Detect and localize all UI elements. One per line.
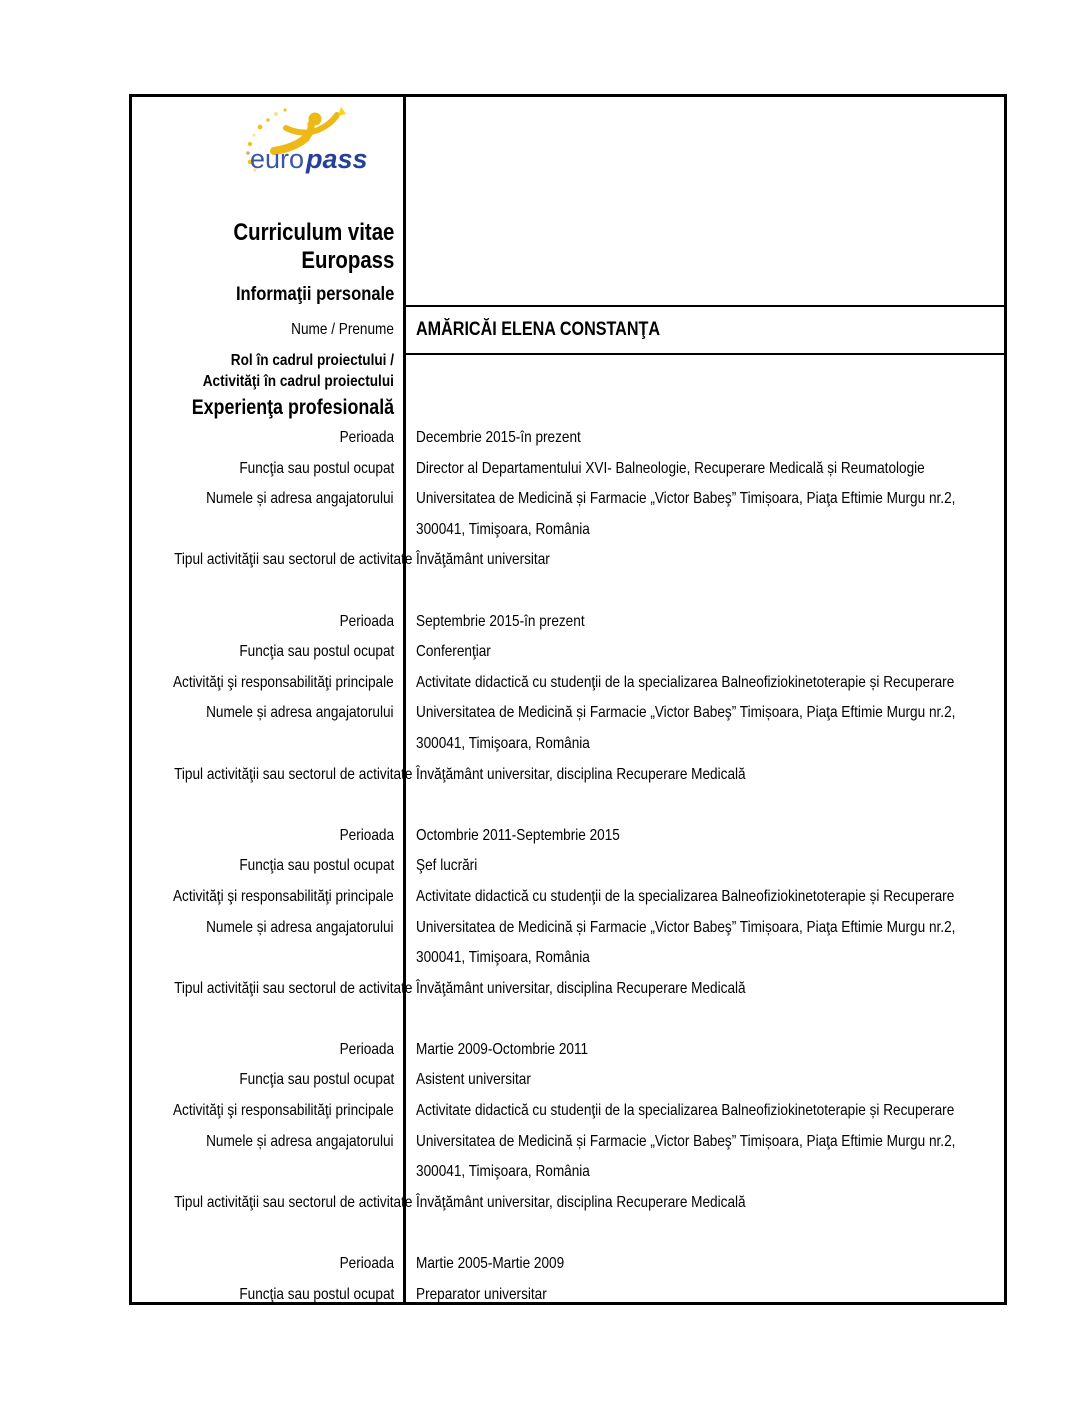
- field-label: Tipul activităţii sau sectorul de activitate: [174, 979, 413, 997]
- cv-table: [129, 94, 1007, 1305]
- experience-field-row: [132, 1065, 1004, 1096]
- experience-block: [132, 1035, 1004, 1219]
- experience-field-row: [132, 1127, 1004, 1188]
- field-value-line2: 300041, Timişoara, România: [416, 734, 590, 752]
- experience-field-row: [132, 423, 1004, 454]
- xp-rows: [132, 607, 1004, 791]
- experience-field-row: [132, 668, 1004, 699]
- field-value: Învăţământ universitar: [416, 551, 550, 569]
- field-label: Perioada: [339, 1255, 394, 1273]
- field-label: Numele și adresa angajatorului: [206, 490, 394, 508]
- field-label: Numele și adresa angajatorului: [206, 918, 394, 936]
- europass-logo-icon: [242, 104, 374, 176]
- experience-field-row: [132, 607, 1004, 638]
- field-label: Numele și adresa angajatorului: [206, 1132, 394, 1150]
- experience-field-row: [132, 821, 1004, 852]
- xp-rows: [132, 1249, 1004, 1305]
- field-value: Director al Departamentului XVI- Balneologie, Recuperare Medicală și Reumatologie: [416, 459, 925, 477]
- field-value: Activitate didactică cu studenţii de la specializarea Balneofiziokinetoterapie și Recuperare: [416, 673, 955, 691]
- field-value: Martie 2009-Octombrie 2011: [416, 1040, 589, 1058]
- experience-field-row: [132, 545, 1004, 576]
- field-value: Învăţământ universitar, disciplina Recuperare Medicală: [416, 1193, 746, 1211]
- field-value: Universitatea de Medicină și Farmacie „Victor Babeş” Timișoara, Piaţa Eftimie Murgu nr.2,: [416, 490, 956, 508]
- field-label: Funcţia sau postul ocupat: [239, 857, 394, 875]
- role-label-line2: Activităţi în cadrul proiectului: [202, 373, 394, 390]
- field-label: Activităţi şi responsabilităţi principale: [173, 1102, 394, 1120]
- role-label-line1: Rol în cadrul proiectului /: [230, 352, 394, 369]
- logo-row: [132, 104, 1004, 176]
- experience-block: [132, 607, 1004, 791]
- field-label: Activităţi şi responsabilităţi principale: [173, 673, 394, 691]
- experience-block: [132, 821, 1004, 1005]
- name-value: AMĂRICĂI ELENA CONSTANŢA: [416, 319, 661, 340]
- experience-field-row: [132, 882, 1004, 913]
- field-value: Activitate didactică cu studenţii de la specializarea Balneofiziokinetoterapie și Recuperare: [416, 1102, 955, 1120]
- xp-rows: [132, 1035, 1004, 1219]
- field-value: Octombrie 2011-Septembrie 2015: [416, 826, 620, 844]
- experience-field-row: [132, 760, 1004, 791]
- logo-text-pass: pass: [306, 144, 368, 174]
- field-label: Tipul activităţii sau sectorul de activitate: [174, 765, 413, 783]
- field-value: Şef lucrări: [416, 857, 478, 875]
- field-label: Perioada: [339, 1040, 394, 1058]
- name-label: Nume / Prenume: [291, 321, 394, 338]
- document-title: [132, 219, 1004, 275]
- figure-head: [309, 113, 322, 126]
- field-label: Funcţia sau postul ocupat: [239, 1071, 394, 1089]
- name-row: [132, 305, 1004, 355]
- experience-block: [132, 1249, 1004, 1305]
- personal-info-heading: Informaţii personale: [235, 283, 394, 305]
- field-value: Asistent universitar: [416, 1071, 531, 1089]
- logo-text-euro: euro: [250, 144, 305, 174]
- field-value: Conferenţiar: [416, 643, 491, 661]
- personal-info-section: [132, 283, 1004, 305]
- field-label: Perioada: [339, 826, 394, 844]
- experience-field-row: [132, 454, 1004, 485]
- xp-rows: [132, 423, 1004, 576]
- experience-field-row: [132, 913, 1004, 974]
- field-value-line2: 300041, Timişoara, România: [416, 1163, 590, 1181]
- experience-section: [132, 394, 1004, 421]
- field-value: Preparator universitar: [416, 1285, 547, 1303]
- experience-field-row: [132, 637, 1004, 668]
- title-line-2: Europass: [301, 247, 394, 274]
- field-value: Universitatea de Medicină și Farmacie „Victor Babeş” Timișoara, Piaţa Eftimie Murgu nr.2,: [416, 918, 956, 936]
- experience-field-row: [132, 484, 1004, 545]
- field-label: Funcţia sau postul ocupat: [239, 459, 394, 477]
- field-value: Universitatea de Medicină și Farmacie „Victor Babeş” Timișoara, Piaţa Eftimie Murgu nr.2,: [416, 704, 956, 722]
- field-value-line2: 300041, Timişoara, România: [416, 520, 590, 538]
- field-label: Tipul activităţii sau sectorul de activitate: [174, 1193, 413, 1211]
- experience-field-row: [132, 698, 1004, 759]
- field-value: Învăţământ universitar, disciplina Recuperare Medicală: [416, 765, 746, 783]
- role-row: [132, 350, 1004, 392]
- experience-field-row: [132, 1188, 1004, 1219]
- field-label: Numele și adresa angajatorului: [206, 704, 394, 722]
- field-label: Tipul activităţii sau sectorul de activitate: [174, 551, 413, 569]
- field-value: Învăţământ universitar, disciplina Recuperare Medicală: [416, 979, 746, 997]
- field-label: Funcţia sau postul ocupat: [239, 643, 394, 661]
- field-label: Perioada: [339, 612, 394, 630]
- title-line-1: Curriculum vitae: [233, 219, 394, 246]
- column-divider-line: [403, 97, 406, 1302]
- field-value: Martie 2005-Martie 2009: [416, 1255, 565, 1273]
- experience-block: [132, 423, 1004, 576]
- field-label: Funcţia sau postul ocupat: [239, 1285, 394, 1303]
- field-label: Perioada: [339, 429, 394, 446]
- field-value: Universitatea de Medicină și Farmacie „Victor Babeş” Timișoara, Piaţa Eftimie Murgu nr.2,: [416, 1132, 956, 1150]
- field-value-line2: 300041, Timişoara, România: [416, 949, 590, 967]
- xp-rows: [132, 821, 1004, 1005]
- experience-field-row: [132, 1249, 1004, 1280]
- experience-blocks: [132, 423, 1004, 1305]
- experience-field-row: [132, 851, 1004, 882]
- torch-flame-icon: [338, 107, 346, 116]
- field-value: Septembrie 2015-în prezent: [416, 612, 585, 630]
- field-value: Decembrie 2015-în prezent: [416, 429, 581, 446]
- field-label: Activităţi şi responsabilităţi principale: [173, 887, 394, 905]
- experience-field-row: [132, 1096, 1004, 1127]
- experience-field-row: [132, 974, 1004, 1005]
- experience-heading: Experienţa profesională: [191, 396, 394, 419]
- experience-field-row: [132, 1035, 1004, 1066]
- field-value: Activitate didactică cu studenţii de la specializarea Balneofiziokinetoterapie și Recuperare: [416, 887, 955, 905]
- experience-field-row: [132, 1280, 1004, 1305]
